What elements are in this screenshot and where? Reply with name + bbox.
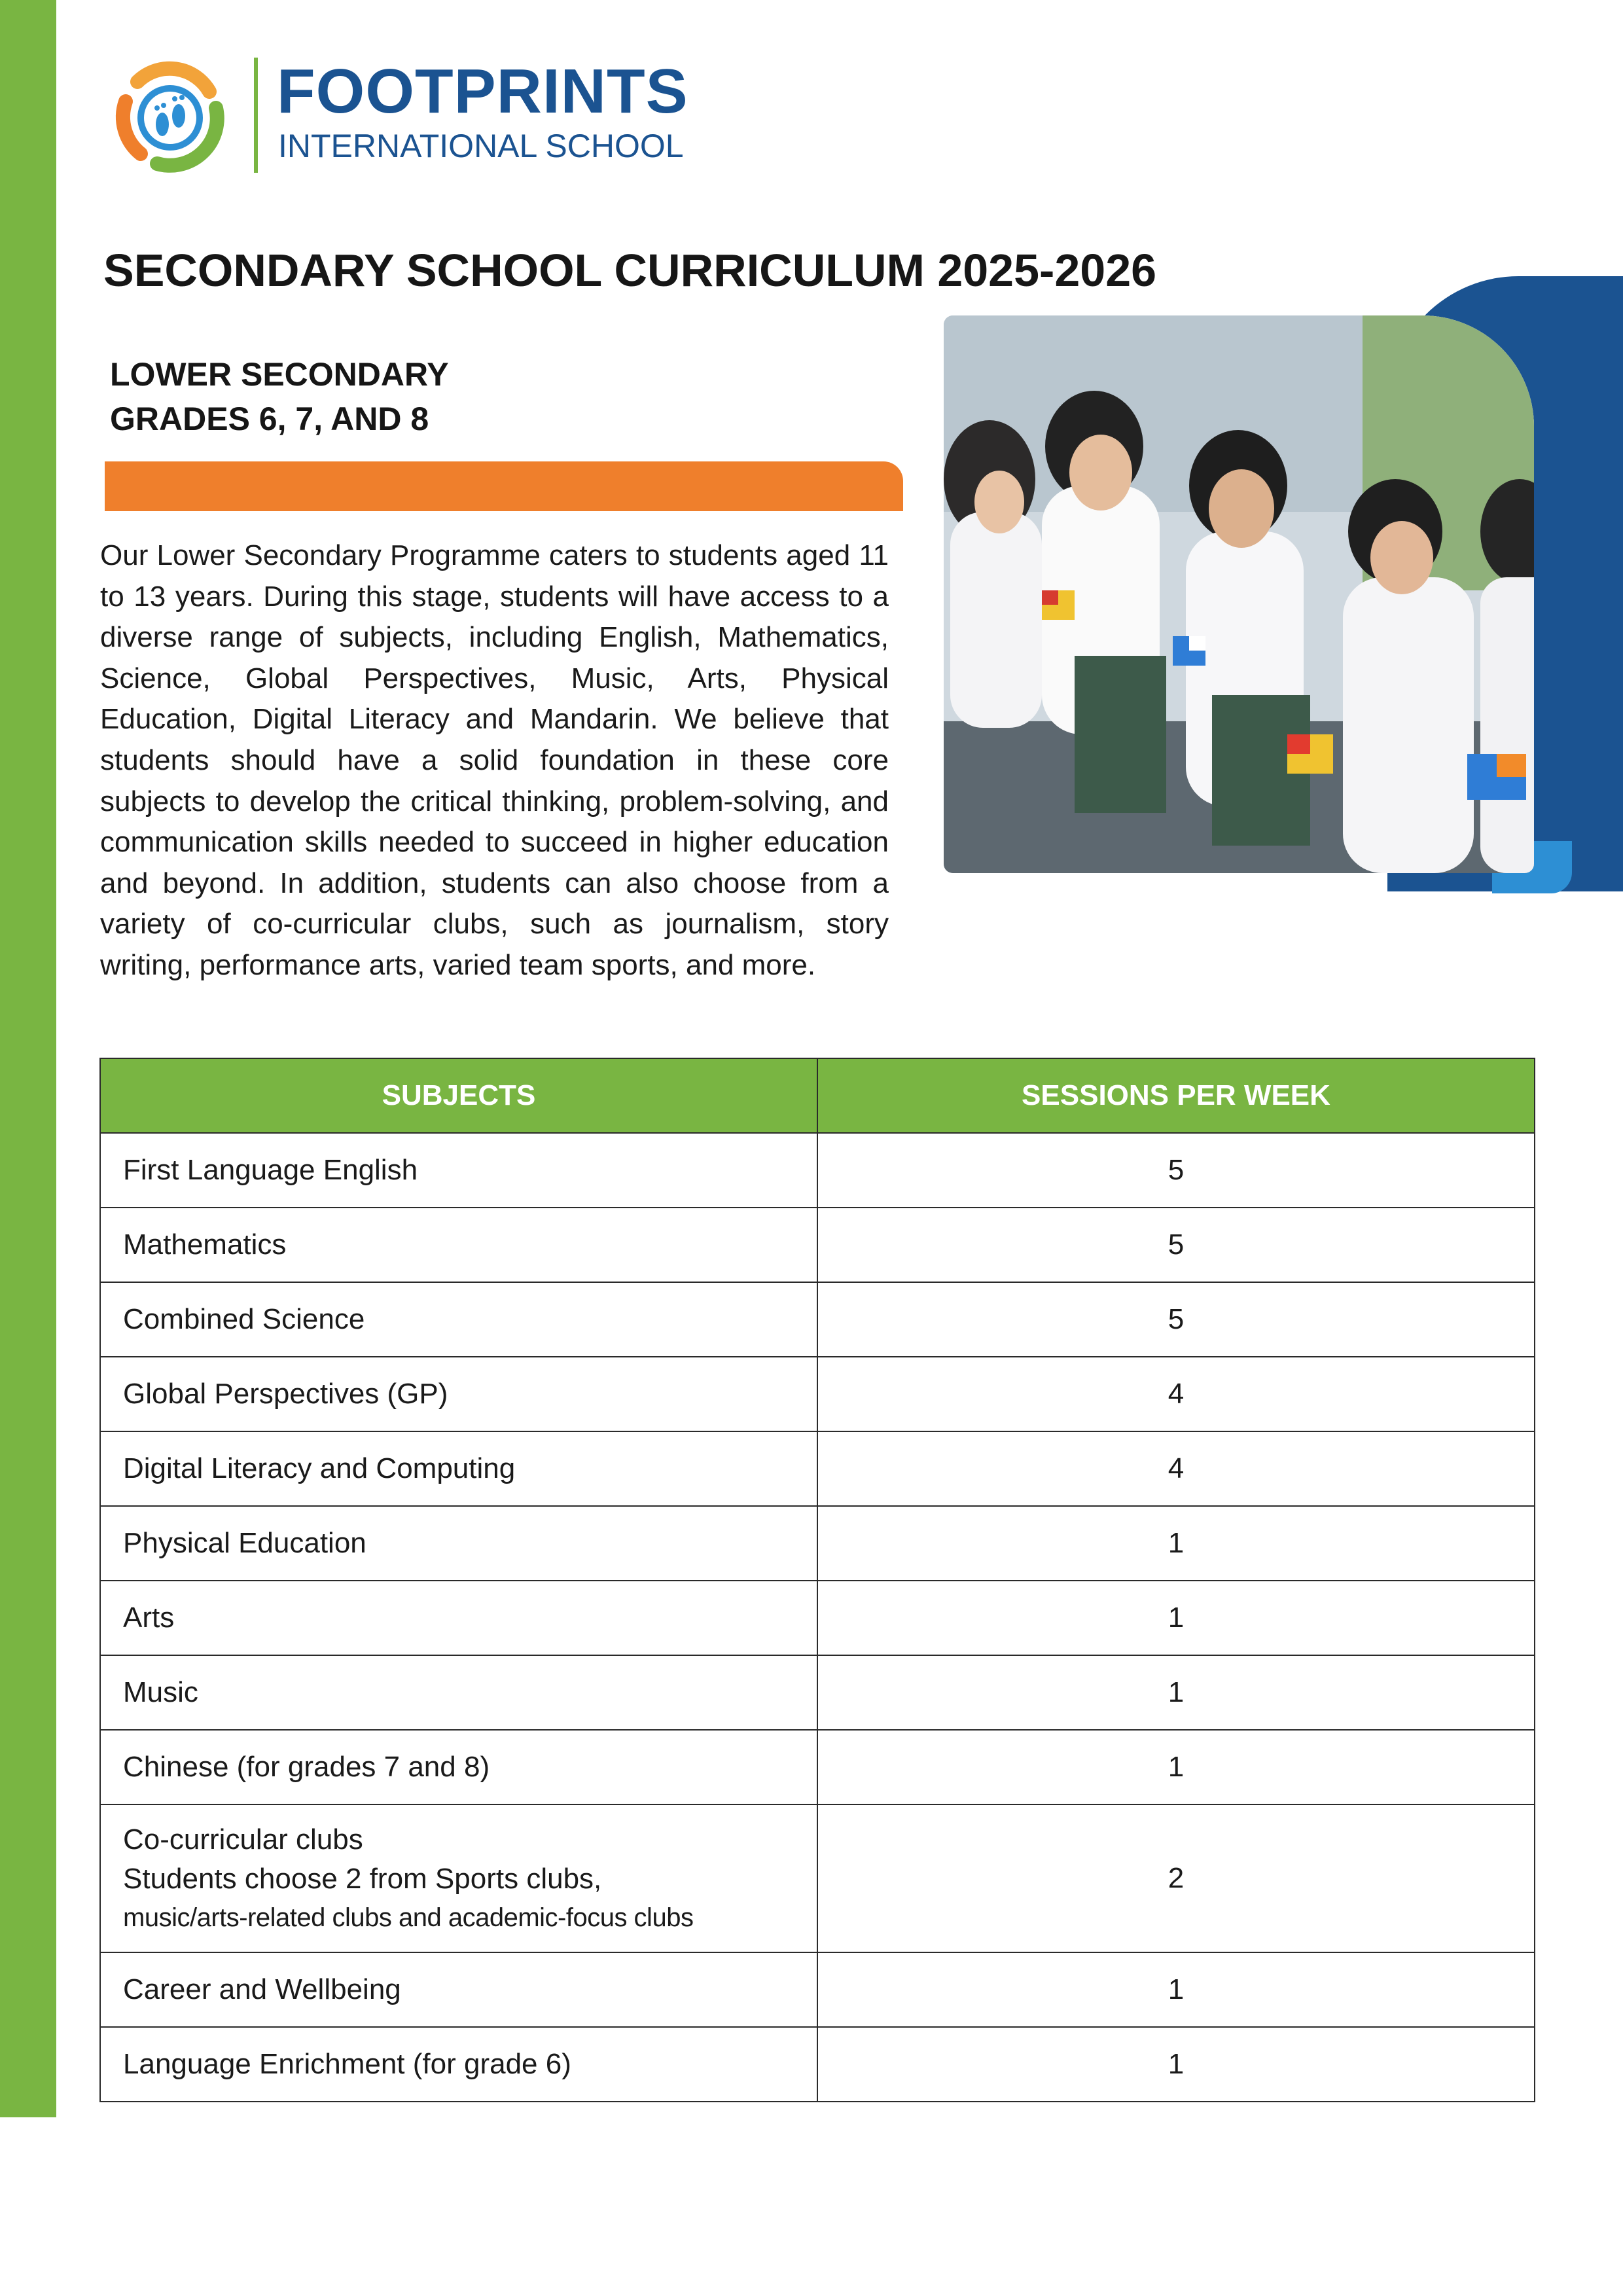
sessions-cell: 1 bbox=[817, 1655, 1535, 1730]
footprints-logo-icon bbox=[111, 56, 229, 173]
table-row bbox=[100, 2027, 1535, 2102]
table-row bbox=[100, 1581, 1535, 1655]
section-heading-line2: GRADES 6, 7, AND 8 bbox=[110, 401, 429, 437]
table-row bbox=[100, 1506, 1535, 1581]
brand-name: FOOTPRINTS bbox=[277, 56, 688, 126]
table-row bbox=[100, 1357, 1535, 1431]
curriculum-table bbox=[99, 1058, 1535, 2102]
sessions-cell: 5 bbox=[817, 1133, 1535, 1208]
subject-cell: Combined Science bbox=[100, 1282, 817, 1357]
subject-cell: Physical Education bbox=[100, 1506, 817, 1581]
table-row bbox=[100, 1952, 1535, 2027]
sessions-cell: 2 bbox=[817, 1804, 1535, 1952]
sessions-cell: 1 bbox=[817, 1581, 1535, 1655]
subject-cell: Global Perspectives (GP) bbox=[100, 1357, 817, 1431]
green-side-bar bbox=[0, 0, 56, 2117]
subject-line: Students choose 2 from Sports clubs, bbox=[123, 1863, 602, 1895]
subject-cell bbox=[100, 1804, 817, 1952]
table-row bbox=[100, 1133, 1535, 1208]
logo-divider bbox=[254, 58, 258, 173]
section-heading bbox=[110, 352, 449, 441]
subject-cell: Chinese (for grades 7 and 8) bbox=[100, 1730, 817, 1804]
sessions-cell: 5 bbox=[817, 1208, 1535, 1282]
table-row bbox=[100, 1431, 1535, 1506]
sessions-cell: 1 bbox=[817, 1506, 1535, 1581]
table-row bbox=[100, 1655, 1535, 1730]
section-heading-line1: LOWER SECONDARY bbox=[110, 356, 449, 393]
table-row bbox=[100, 1208, 1535, 1282]
sessions-cell: 1 bbox=[817, 2027, 1535, 2102]
table-row bbox=[100, 1282, 1535, 1357]
table-row bbox=[100, 1804, 1535, 1952]
sessions-cell: 4 bbox=[817, 1357, 1535, 1431]
page-title: SECONDARY SCHOOL CURRICULUM 2025-2026 bbox=[103, 245, 1157, 296]
subject-cell: Digital Literacy and Computing bbox=[100, 1431, 817, 1506]
subject-cell: Career and Wellbeing bbox=[100, 1952, 817, 2027]
intro-paragraph: Our Lower Secondary Programme caters to students aged 11 to 13 years. During this stage, students will have access to a diverse range of subjects, including English, Mathematics, Science, Global Perspectives, Music, Arts, Physical Education, Digital Literacy and Mandarin. We believe that students should have a solid foundation in these core subjects to develop the critical thinking, problem-solving, and communication skills needed to succeed in higher education and beyond. In addition, students can also choose from a variety of co-curricular clubs, such as journalism, story writing, performance arts, varied team sports, and more. bbox=[100, 539, 889, 981]
sessions-cell: 4 bbox=[817, 1431, 1535, 1506]
subject-cell: First Language English bbox=[100, 1133, 817, 1208]
subject-cell: Arts bbox=[100, 1581, 817, 1655]
sessions-cell: 5 bbox=[817, 1282, 1535, 1357]
brand-subtitle: INTERNATIONAL SCHOOL bbox=[278, 128, 684, 164]
header-subjects: SUBJECTS bbox=[100, 1058, 817, 1133]
header-sessions-per-week: SESSIONS PER WEEK bbox=[817, 1058, 1535, 1133]
subject-cell: Language Enrichment (for grade 6) bbox=[100, 2027, 817, 2102]
table-header-row bbox=[100, 1058, 1535, 1133]
orange-accent-bar bbox=[105, 461, 903, 511]
subject-cell: Mathematics bbox=[100, 1208, 817, 1282]
sessions-cell: 1 bbox=[817, 1730, 1535, 1804]
subject-line: music/arts-related clubs and academic-focus clubs bbox=[123, 1903, 694, 1932]
students-rubiks-cube-photo bbox=[944, 315, 1534, 873]
subject-line: Co-curricular clubs bbox=[123, 1823, 363, 1856]
sessions-cell: 1 bbox=[817, 1952, 1535, 2027]
subject-cell: Music bbox=[100, 1655, 817, 1730]
table-row bbox=[100, 1730, 1535, 1804]
